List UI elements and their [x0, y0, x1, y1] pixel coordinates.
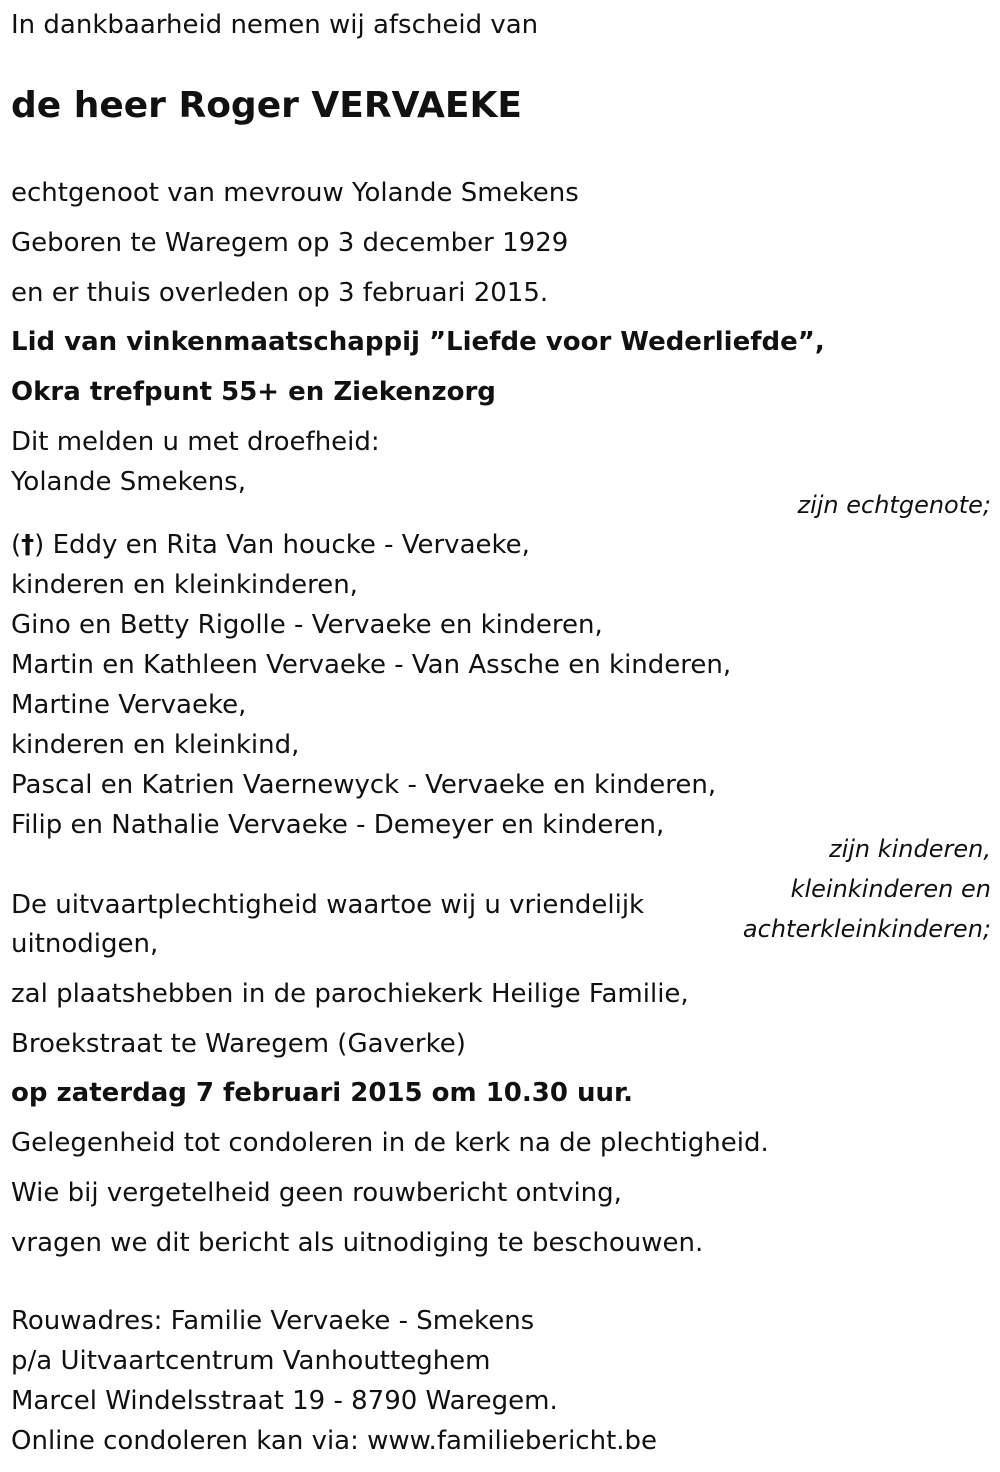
membership-line-2: Okra trefpunt 55+ en Ziekenzorg: [11, 377, 496, 407]
birth-line: Geboren te Waregem op 3 december 1929: [11, 228, 569, 258]
spouse-line: echtgenoot van mevrouw Yolande Smekens: [11, 178, 579, 208]
family-line: Pascal en Katrien Vaernewyck - Vervaeke en kinderen,: [11, 770, 717, 800]
family-first-text: Eddy en Rita Van houcke - Vervaeke,: [52, 530, 530, 560]
children-role-line-1: zijn kinderen,: [828, 835, 991, 863]
family-first-line: (†) Eddy en Rita Van houcke - Vervaeke,: [11, 530, 530, 560]
membership-line-1: Lid van vinkenmaatschappij ”Liefde voor Wederliefde”,: [11, 327, 825, 357]
condolence-note: Gelegenheid tot condoleren in de kerk na de plechtigheid.: [11, 1128, 769, 1158]
deceased-name: de heer Roger VERVAEKE: [11, 85, 522, 126]
spouse-name: Yolande Smekens,: [11, 467, 246, 497]
announcement: Dit melden u met droefheid:: [11, 427, 380, 457]
funeral-street: Broekstraat te Waregem (Gaverke): [11, 1029, 466, 1059]
address-line-1: Rouwadres: Familie Vervaeke - Smekens: [11, 1306, 535, 1336]
funeral-date-time: op zaterdag 7 februari 2015 om 10.30 uur.: [11, 1078, 633, 1108]
notice-line-1: Wie bij vergetelheid geen rouwbericht ontving,: [11, 1178, 622, 1208]
address-line-2: p/a Uitvaartcentrum Vanhoutteghem: [11, 1346, 491, 1376]
children-role-line-2: kleinkinderen en: [790, 875, 991, 903]
address-line-3: Marcel Windelsstraat 19 - 8790 Waregem.: [11, 1386, 558, 1416]
online-condolence-link[interactable]: Online condoleren kan via: www.familiebericht.be: [11, 1426, 658, 1456]
intro-text: In dankbaarheid nemen wij afscheid van: [11, 10, 539, 40]
family-line: Martin en Kathleen Vervaeke - Van Assche en kinderen,: [11, 650, 732, 680]
family-line: Filip en Nathalie Vervaeke - Demeyer en kinderen,: [11, 810, 665, 840]
family-line: kinderen en kleinkinderen,: [11, 570, 358, 600]
family-line: kinderen en kleinkind,: [11, 730, 300, 760]
funeral-invite-line-1: De uitvaartplechtigheid waartoe wij u vriendelijk: [11, 890, 645, 920]
cross-icon: †: [21, 530, 35, 560]
family-line: Martine Vervaeke,: [11, 690, 247, 720]
funeral-invite-line-2: uitnodigen,: [11, 929, 159, 959]
spouse-role: zijn echtgenote;: [797, 491, 991, 519]
death-line: en er thuis overleden op 3 februari 2015.: [11, 278, 549, 308]
funeral-church: zal plaatshebben in de parochiekerk Heilige Familie,: [11, 979, 689, 1009]
family-line: Gino en Betty Rigolle - Vervaeke en kinderen,: [11, 610, 603, 640]
notice-line-2: vragen we dit bericht als uitnodiging te beschouwen.: [11, 1228, 704, 1258]
children-role-line-3: achterkleinkinderen;: [742, 915, 991, 943]
